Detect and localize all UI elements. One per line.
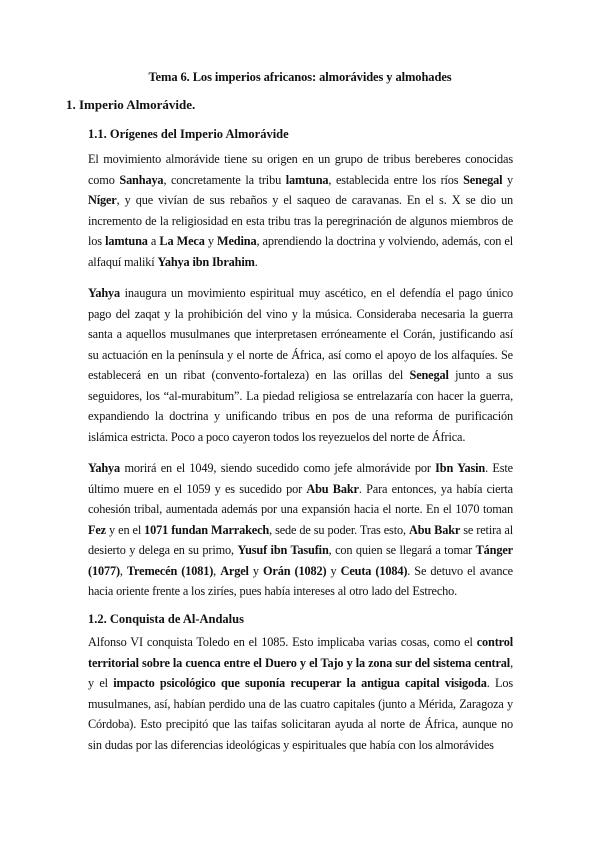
bold-term: Argel [220,563,249,578]
bold-term: Senegal [463,172,503,187]
bold-term: lamtuna [285,172,329,187]
subsection-heading-conquista: 1.2. Conquista de Al-Andalus [88,612,244,626]
document-title: Tema 6. Los imperios africanos: almorávides y almohades [148,70,452,84]
bold-term: Sanhaya [119,172,164,187]
bold-term: 1071 fundan Marrakech [144,522,270,537]
text-run: , con quien se llegará a tomar [328,543,476,557]
text-run: junto a sus seguidores, los “al-murabitum”. La piedad religiosa se entrelazaría con hacer la guerra, expandiendo la doctrina y unificando tribus en pos de una reforma de purificación islámica estricta. Poco a poco cayeron todos los reyezuelos del norte de África. [88,368,513,444]
paragraph-yahya-movimiento [88,283,513,447]
bold-term: Medina [217,234,257,248]
text-run: , [213,563,221,578]
section-heading-imperio-almoravide: 1. Imperio Almorávide. [66,97,196,112]
bold-term: Yahya [88,286,121,300]
paragraph-sucesion-conquistas [88,458,513,602]
bold-term: Orán (1082) [263,563,327,578]
text-run: , establecida entre los ríos [328,172,464,187]
text-run: morirá en el 1049, siendo sucedido como jefe almorávide por [120,461,436,475]
paragraph-origen-movimiento [88,149,513,272]
text-run: , concretamente la tribu [163,172,286,187]
bold-term: control territorial sobre la cuenca entre el Duero y el Tajo y la zona sur del sistema central [88,635,513,670]
bold-term: impacto psicológico que suponía recuperar la antigua capital visigoda [113,676,487,690]
bold-term: Ceuta (1084) [340,563,408,578]
text-run: se retira al desierto y delega en su primo, [88,522,513,557]
text-run: , y que vivían de sus rebaños y el saqueo de caravanas. En el s. X se dio un incremento de la religiosidad en esta tribu tras la peregrinación de algunos miembros de los [88,193,513,248]
bold-term: Níger [88,193,117,207]
text-run: y en el [105,522,145,537]
text-run: , sede de su poder. Tras esto, [269,522,409,537]
bold-term: Abu Bakr [306,481,359,496]
paragraph-conquista-toledo [88,632,513,755]
text-run: inaugura un movimiento espiritual muy ascético, en el defendía el pago único pago del zaqat y la prohibición del vino y la música. Consideraba necesaria la guerra santa a aquellos musulmanes que interpretasen erróneamente el Corán, justificando así su actuación en la península y el norte de África, así como el apoyo de los alfaquíes. Se establecerá en un ribat (convento-fortaleza) en las orillas del [88,286,513,382]
bold-term: Yahya ibn Ibrahim [157,254,255,269]
bold-term: Abu Bakr [408,522,461,537]
text-run: . Este último muere en el 1059 y es sucedido por [88,461,513,496]
bold-term: Ibn Yasin [435,461,486,475]
bold-term: Yusuf ibn Tasufin [237,543,329,557]
text-run: , [119,563,127,578]
bold-term: La Meca [159,234,205,248]
text-run: . Para entonces, ya había cierta cohesión tribal, aumentada además por una expansión hacia el norte. En el 1070 toman [88,481,513,516]
text-run: a [147,234,160,248]
subsection-heading-origenes: 1.1. Orígenes del Imperio Almorávide [88,127,289,141]
bold-term: Senegal [409,368,449,382]
bold-term: Tánger (1077) [88,543,513,578]
text-run: Alfonso VI conquista Toledo en el 1085. Esto implicaba varias cosas, como el [88,635,477,649]
text-run: , y el [88,655,513,690]
bold-term: Tremecén (1081) [126,563,214,578]
bold-term: Fez [88,522,106,537]
text-run: y [326,563,341,578]
text-run: . Los musulmanes, así, habían perdido una de las cuatro capitales (junto a Mérida, Zaragoza y Córdoba). Esto precipitó que las taifas solicitaran ayuda al norte de África, aunque no sin dudas por las diferencias ideológicas y espirituales que había con los almorávides [88,676,514,752]
bold-term: Yahya [88,461,121,475]
text-run: . [254,254,258,269]
text-run: y [248,563,264,578]
text-run: . Se detuvo el avance hacia oriente frente a los ziríes, pues había intereses al otro lado del Estrecho. [88,563,513,598]
bold-term: lamtuna [105,234,148,248]
text-run: y [502,172,513,187]
text-run: El movimiento almorávide tiene su origen en un grupo de tribus bereberes conocidas como [88,152,513,187]
text-run: y [204,234,218,248]
text-run: , aprendiendo la doctrina y volviendo, además, con el alfaquí malikí [88,234,514,269]
